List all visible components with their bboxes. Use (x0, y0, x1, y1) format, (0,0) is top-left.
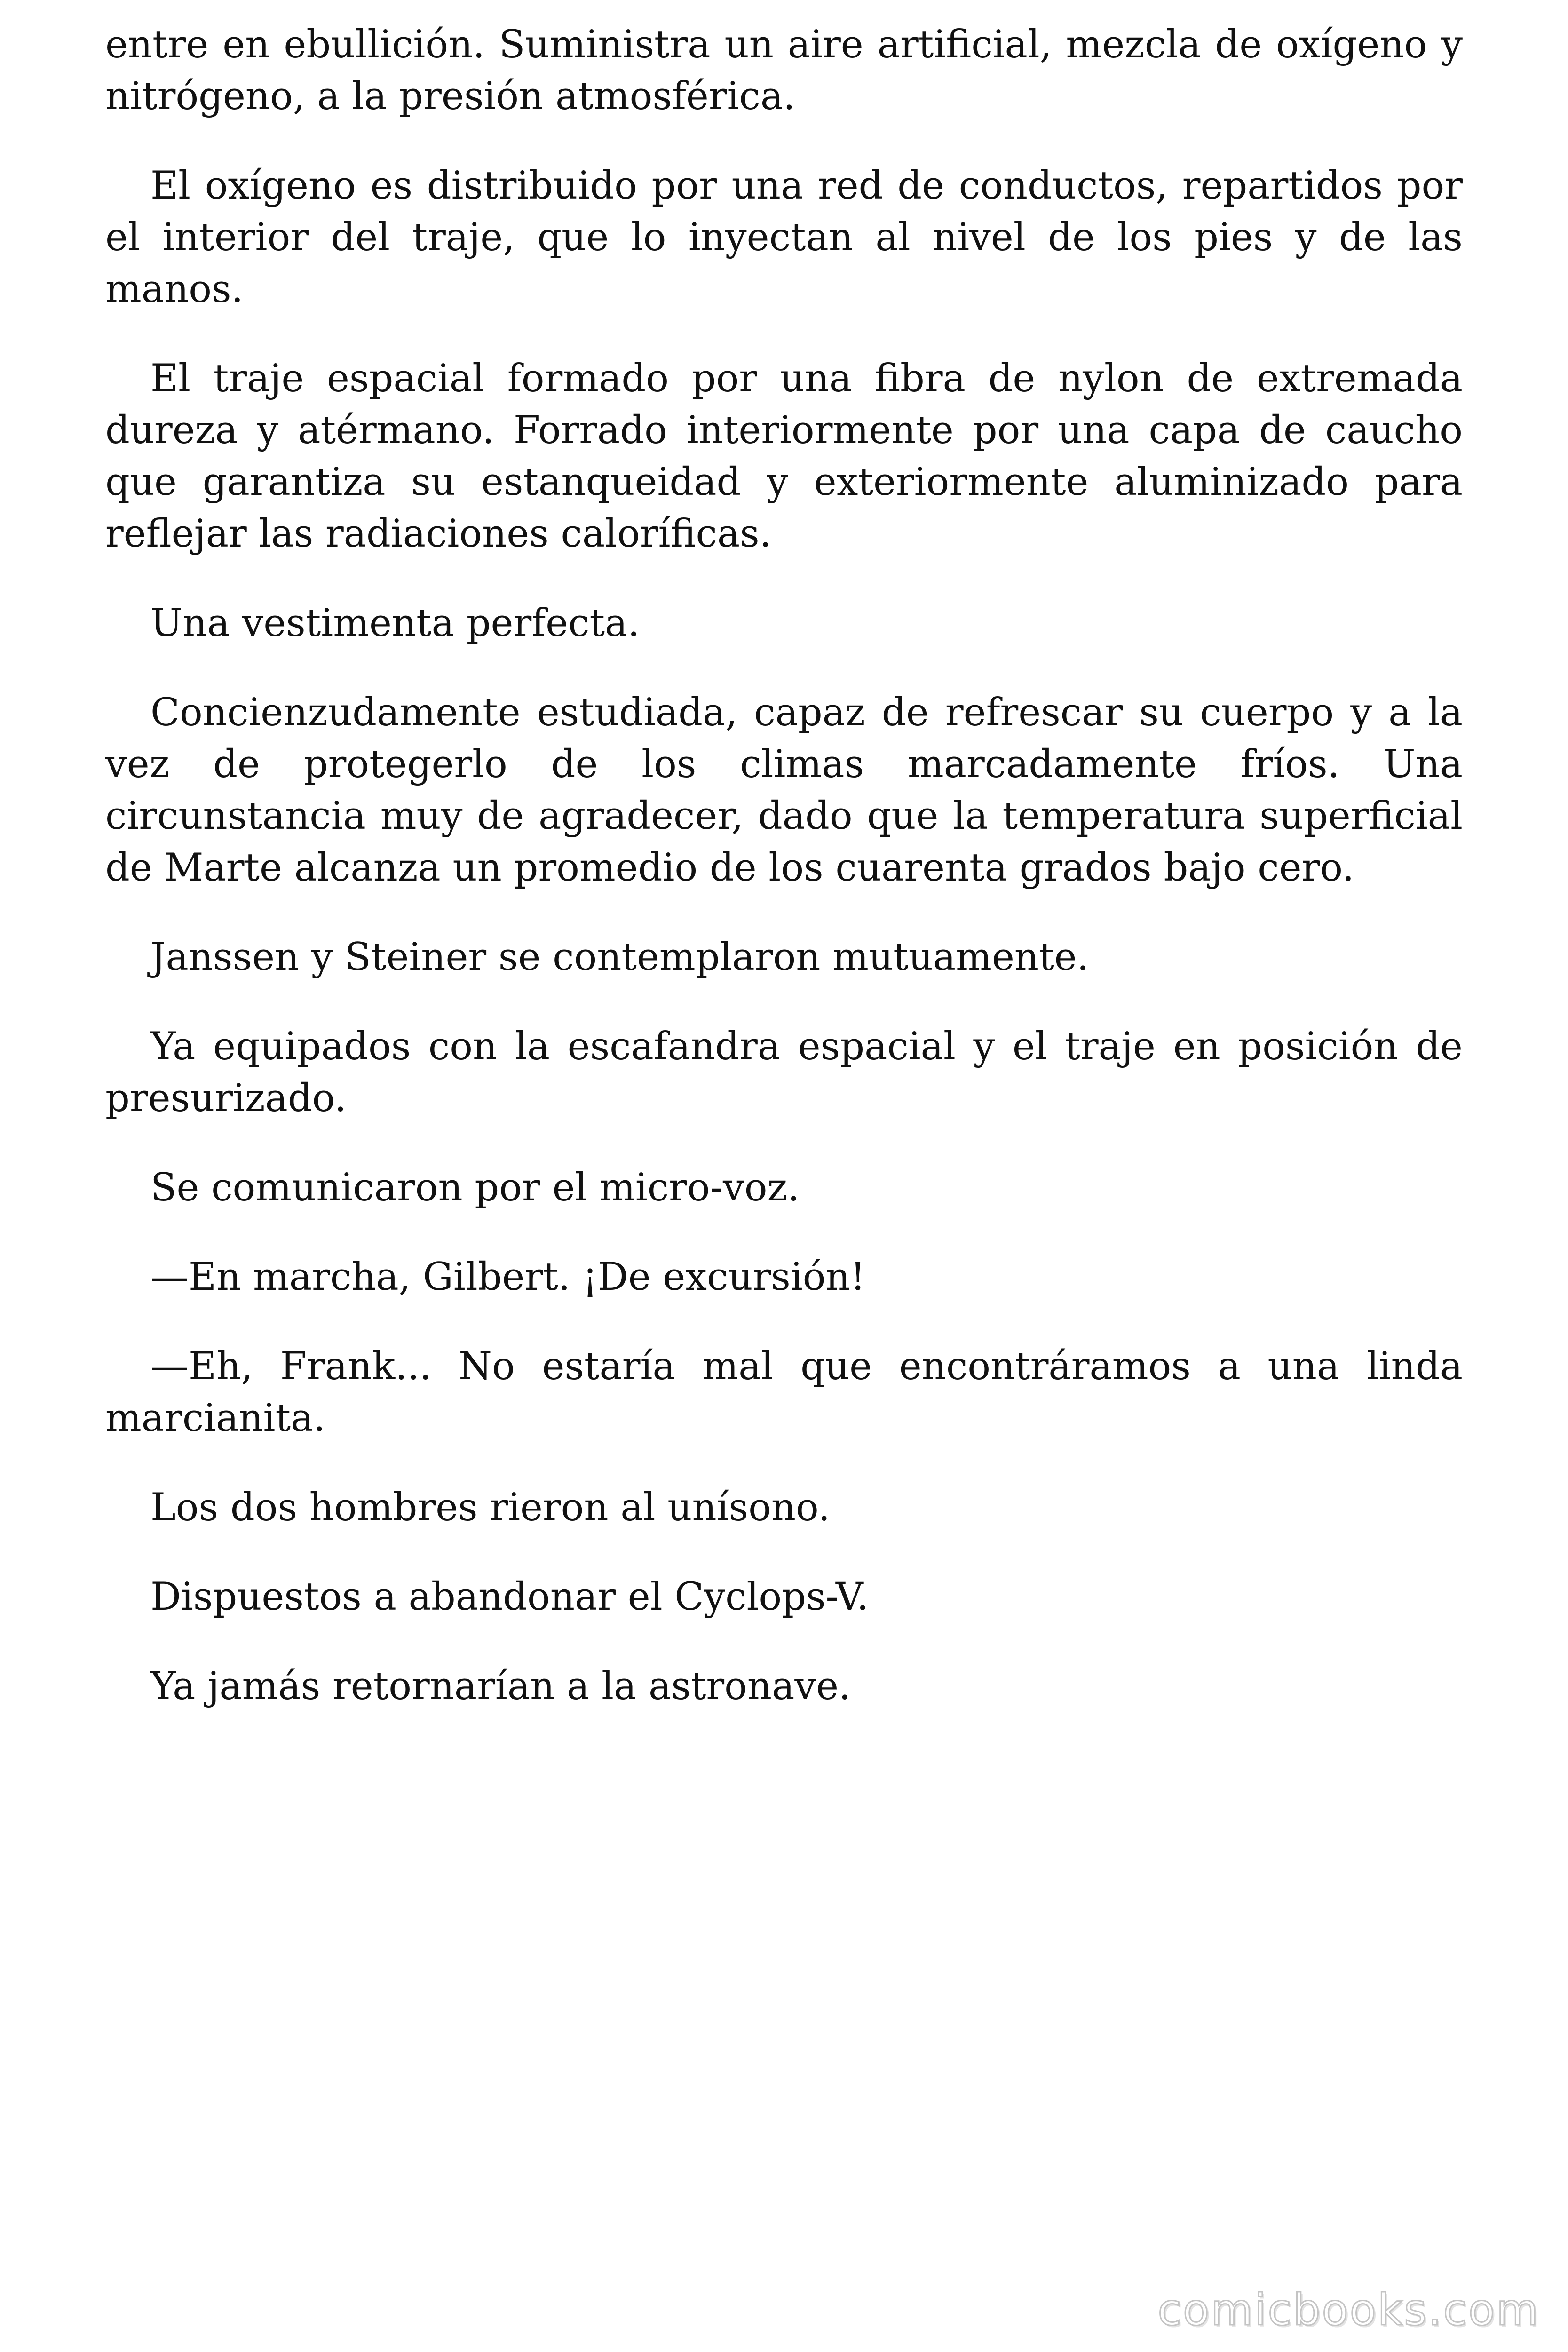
paragraph-9: —En marcha, Gilbert. ¡De excursión! (150, 1255, 866, 1299)
paragraph-1: entre en ebullición. Suministra un aire artificial, mezcla de oxígeno y nitrógeno, a la presión atmosférica. (105, 23, 1463, 119)
paragraph-8: Se comunicaron por el micro-voz. (150, 1166, 800, 1210)
paragraph-5: Concienzudamente estudiada, capaz de refrescar su cuerpo y a la vez de protegerlo de los climas marcadamente fríos. Una circunstancia muy de agradecer, dado que la temperatura superficial de Marte alcanza un promedio de los cuarenta grados bajo cero. (105, 691, 1463, 890)
paragraph-12: Dispuestos a abandonar el Cyclops-V. (150, 1575, 869, 1619)
paragraph-10: —Eh, Frank... No estaría mal que encontráramos a una linda marcianita. (105, 1344, 1463, 1440)
paragraph-6: Janssen y Steiner se contemplaron mutuamente. (150, 935, 1089, 979)
paragraph-13: Ya jamás retornarían a la astronave. (150, 1664, 851, 1708)
paragraph-7: Ya equipados con la escafandra espacial y el traje en posición de presurizado. (105, 1025, 1463, 1120)
paragraph-11: Los dos hombres rieron al unísono. (150, 1486, 831, 1530)
paragraph-4: Una vestimenta perfecta. (150, 601, 640, 645)
paragraph-2: El oxígeno es distribuido por una red de conductos, repartidos por el interior del traje, que lo inyectan al nivel de los pies y de las manos. (105, 164, 1463, 311)
paragraph-3: El traje espacial formado por una fibra de nylon de extremada dureza y atérmano. Forrado interiormente por una capa de caucho que garantiza su estanqueidad y exteriormente aluminizado para reflejar las radiaciones caloríficas. (105, 357, 1463, 556)
watermark: comicbooks.com (1157, 2285, 1540, 2335)
page-text (105, 19, 1463, 1750)
